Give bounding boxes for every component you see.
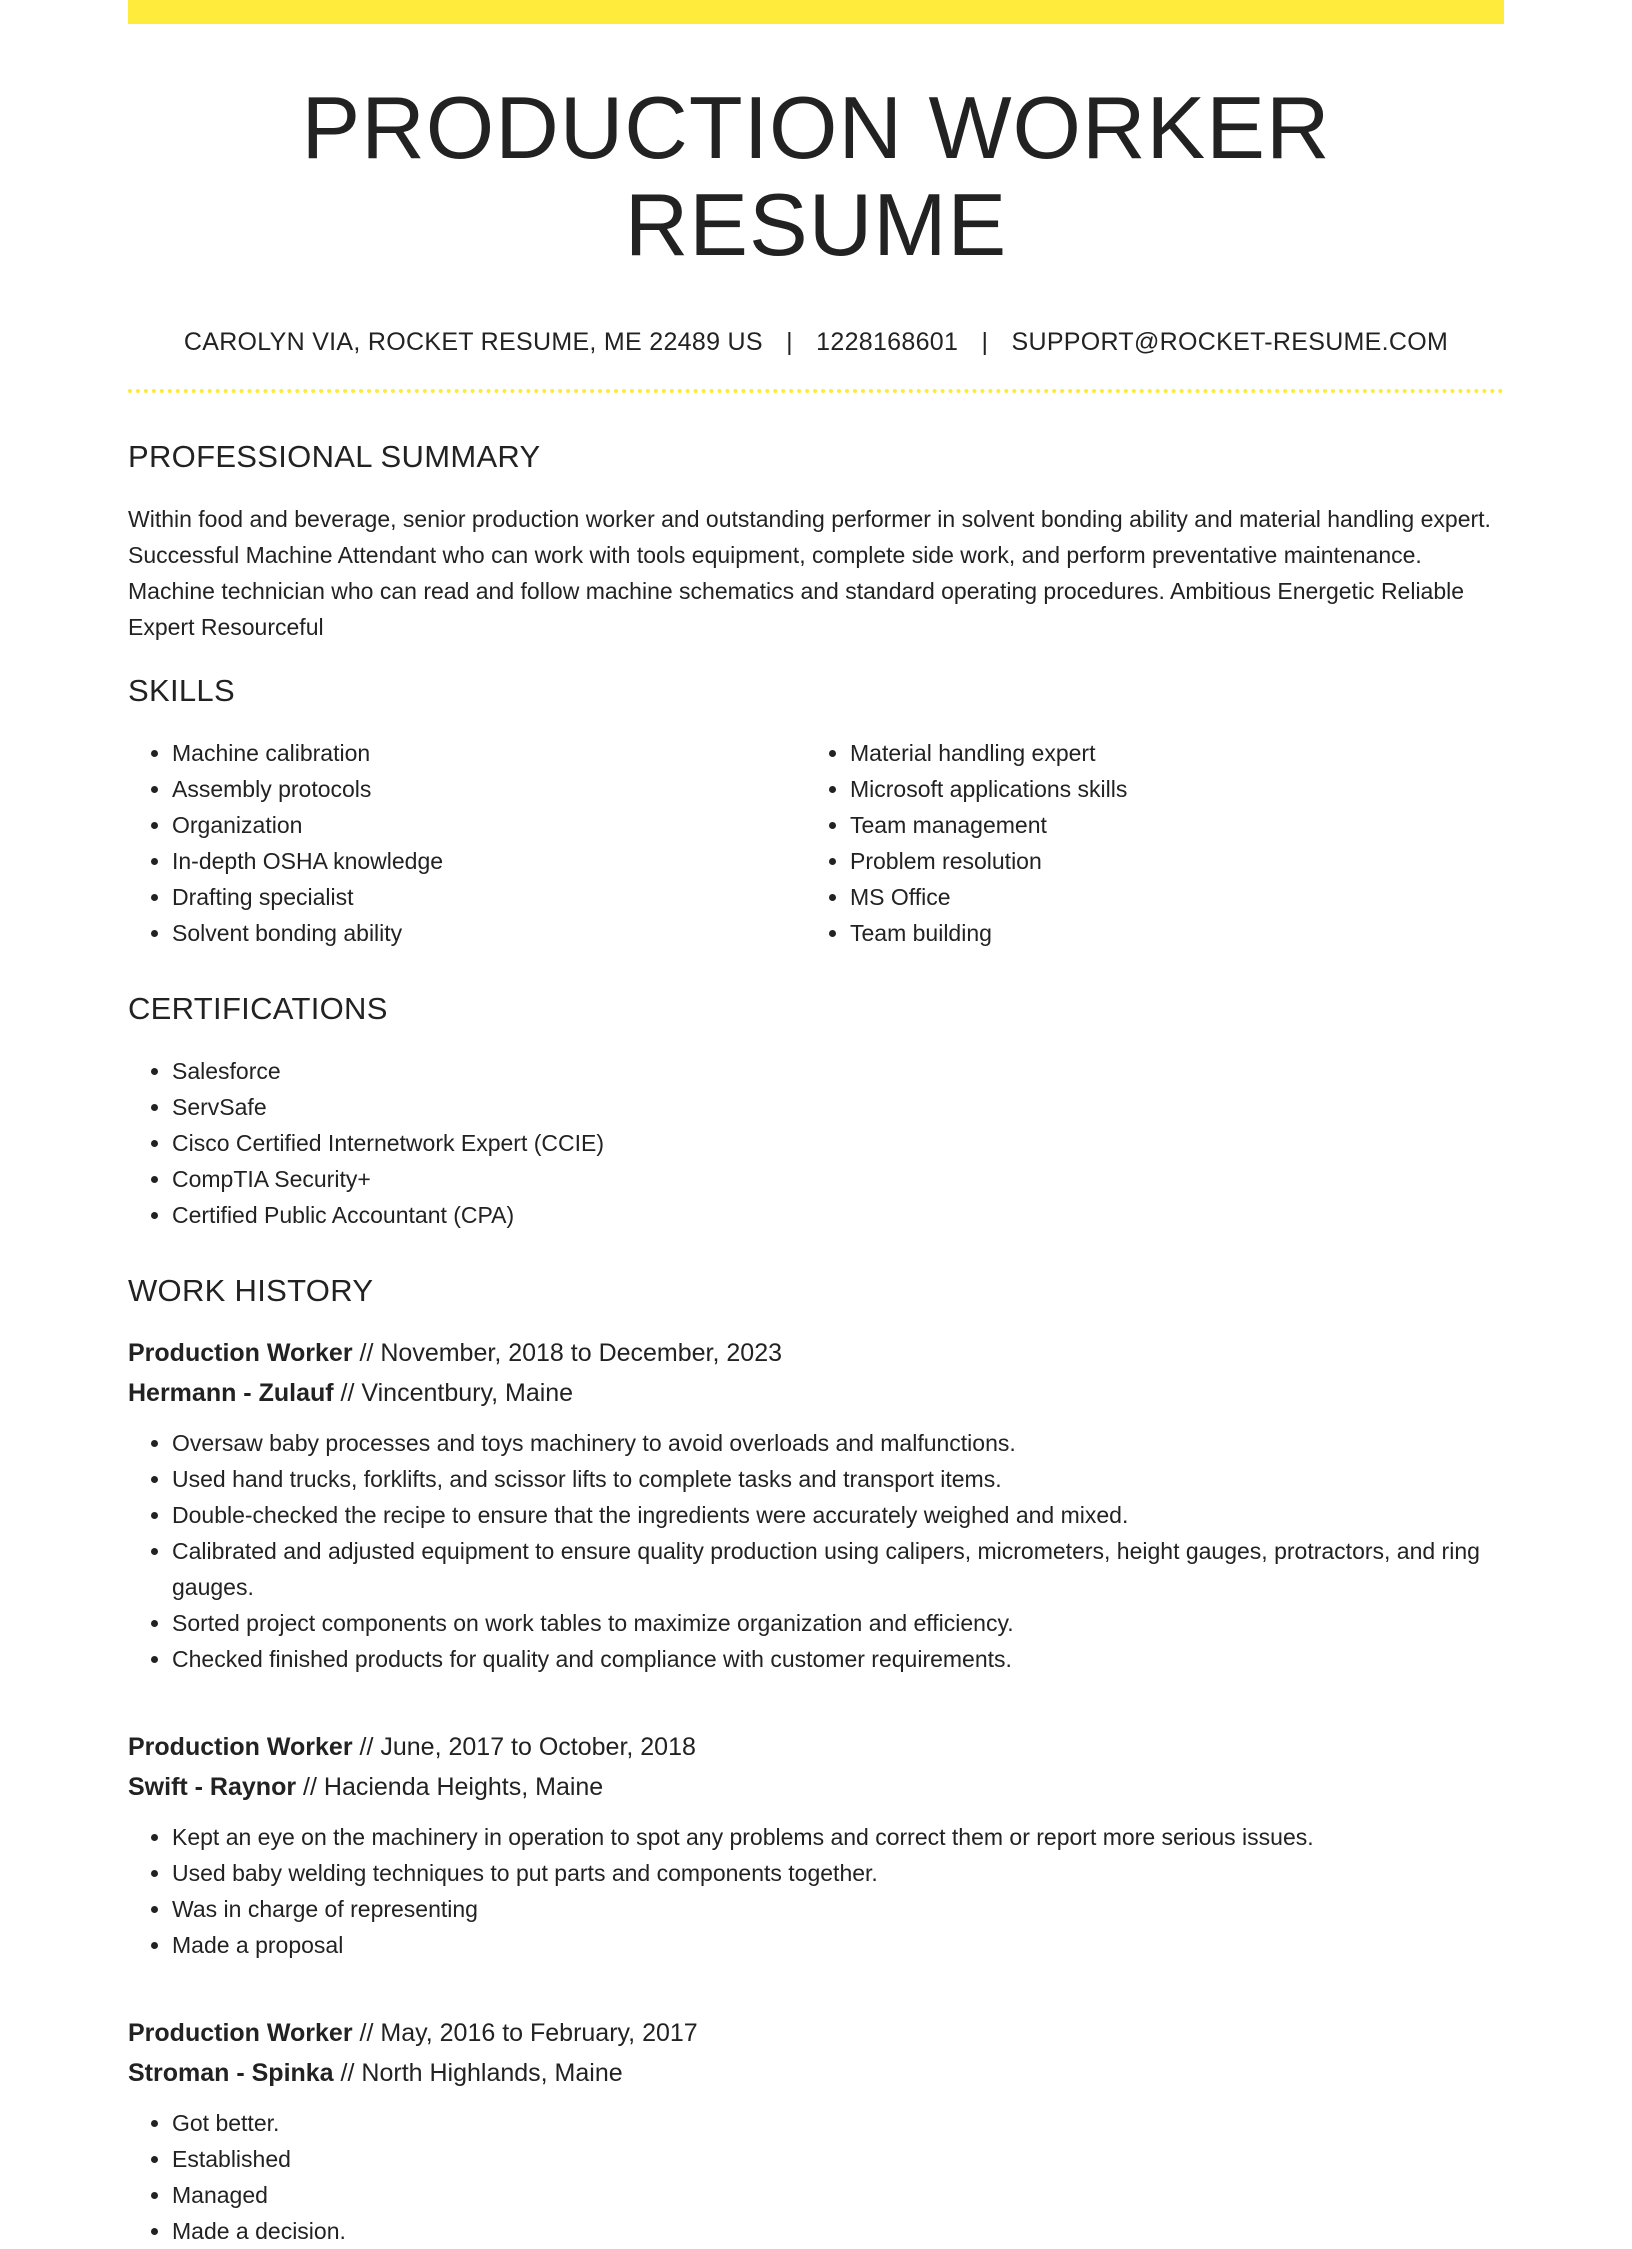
- job-bullet: • Managed: [172, 2177, 1504, 2213]
- job-bullet: • Double-checked the recipe to ensure that the ingredients were accurately weighed and mixed.: [172, 1497, 1504, 1533]
- job-bullet: • Kept an eye on the machinery in operation to spot any problems and correct them or report more serious issues.: [172, 1819, 1504, 1855]
- job-divider: //: [340, 2058, 355, 2087]
- certifications-heading: CERTIFICATIONS: [128, 990, 388, 1026]
- job-bullet: • Was in charge of representing: [172, 1891, 1504, 1927]
- job-dates: November, 2018 to December, 2023: [380, 1338, 783, 1367]
- contact-address: CAROLYN VIA, ROCKET RESUME, ME 22489 US: [183, 327, 763, 356]
- job-role-line: [128, 1727, 1504, 1767]
- job-bullets: [128, 2105, 1504, 2249]
- skill-item: • Team management: [850, 807, 1484, 843]
- skill-item: • Assembly protocols: [172, 771, 806, 807]
- summary-text: Within food and beverage, senior production worker and outstanding performer in solvent bonding ability and material handling expert. Successful Machine Attendant who can work with tools equipment, complete side work, and perform preventative maintenance. Machine technician who can read and follow machine schematics and standard operating procedures. Ambitious Energetic Reliable Expert Resourceful: [128, 505, 1491, 640]
- job-role-line: [128, 1333, 1504, 1373]
- job-divider: //: [359, 2018, 374, 2047]
- job-entry: [128, 1333, 1504, 1677]
- contact-separator: |: [981, 327, 989, 356]
- summary-heading: PROFESSIONAL SUMMARY: [128, 438, 541, 474]
- contact-email: SUPPORT@ROCKET-RESUME.COM: [1011, 327, 1449, 356]
- job-divider: //: [303, 1772, 317, 1801]
- certification-item: • Cisco Certified Internetwork Expert (CCIE): [172, 1125, 1504, 1161]
- contact-separator: |: [786, 327, 793, 356]
- skill-item: • MS Office: [850, 879, 1484, 915]
- skill-item: • In-depth OSHA knowledge: [172, 843, 806, 879]
- job-bullet: • Made a decision.: [172, 2213, 1504, 2249]
- job-company: Hermann - Zulauf: [128, 1378, 334, 1407]
- certification-item: • Certified Public Accountant (CPA): [172, 1197, 1504, 1233]
- job-company-line: [128, 2053, 1504, 2093]
- skills-column-left: [128, 735, 806, 951]
- contact-phone: 1228168601: [816, 327, 959, 356]
- job-company-line: [128, 1373, 1504, 1413]
- job-entry: [128, 2013, 1504, 2249]
- job-bullet: • Made a proposal: [172, 1927, 1504, 1963]
- job-bullet: • Checked finished products for quality and compliance with customer requirements.: [172, 1641, 1504, 1677]
- top-accent-bar: [128, 0, 1504, 24]
- job-bullet: • Used hand trucks, forklifts, and scissor lifts to complete tasks and transport items.: [172, 1461, 1504, 1497]
- job-bullet: • Sorted project components on work tables to maximize organization and efficiency.: [172, 1605, 1504, 1641]
- job-divider: //: [340, 1378, 355, 1407]
- contact-line: [128, 328, 1504, 357]
- skill-item: • Team building: [850, 915, 1484, 951]
- job-bullets: [128, 1425, 1504, 1677]
- dotted-divider: [128, 389, 1504, 393]
- job-dates: May, 2016 to February, 2017: [380, 2018, 698, 2047]
- work-history-heading: WORK HISTORY: [128, 1272, 374, 1308]
- job-company: Stroman - Spinka: [128, 2058, 334, 2087]
- resume-title: PRODUCTION WORKER RESUME: [301, 78, 1331, 274]
- skill-item: • Solvent bonding ability: [172, 915, 806, 951]
- skills-list: [128, 735, 1504, 951]
- job-bullet: • Used baby welding techniques to put parts and components together.: [172, 1855, 1504, 1891]
- skills-column-right: [806, 735, 1484, 951]
- skill-item: • Drafting specialist: [172, 879, 806, 915]
- job-location: Vincentbury, Maine: [361, 1378, 574, 1407]
- certification-item: • Salesforce: [172, 1053, 1504, 1089]
- job-company-line: [128, 1767, 1504, 1807]
- job-entry: [128, 1727, 1504, 1963]
- job-role: Production Worker: [128, 1732, 353, 1761]
- skill-item: • Machine calibration: [172, 735, 806, 771]
- skill-item: • Organization: [172, 807, 806, 843]
- job-role: Production Worker: [128, 2018, 353, 2047]
- job-divider: //: [359, 1732, 374, 1761]
- skill-item: • Material handling expert: [850, 735, 1484, 771]
- skill-item: • Microsoft applications skills: [850, 771, 1484, 807]
- job-location: Hacienda Heights, Maine: [323, 1772, 604, 1801]
- job-bullets: [128, 1819, 1504, 1963]
- job-bullet: • Established: [172, 2141, 1504, 2177]
- job-bullet: • Got better.: [172, 2105, 1504, 2141]
- job-role-line: [128, 2013, 1504, 2053]
- job-location: North Highlands, Maine: [361, 2058, 623, 2087]
- skills-heading: SKILLS: [128, 672, 235, 708]
- job-dates: June, 2017 to October, 2018: [380, 1732, 696, 1761]
- job-role: Production Worker: [128, 1338, 353, 1367]
- job-company: Swift - Raynor: [128, 1772, 297, 1801]
- skill-item: • Problem resolution: [850, 843, 1484, 879]
- job-bullet: • Oversaw baby processes and toys machinery to avoid overloads and malfunctions.: [172, 1425, 1504, 1461]
- job-divider: //: [359, 1338, 374, 1367]
- certification-item: • CompTIA Security+: [172, 1161, 1504, 1197]
- certification-item: • ServSafe: [172, 1089, 1504, 1125]
- job-bullet: • Calibrated and adjusted equipment to ensure quality production using calipers, micrometers, height gauges, protractors, and ring gauges.: [172, 1533, 1504, 1605]
- resume-page: [128, 0, 1504, 2244]
- certifications-list: [128, 1053, 1504, 1233]
